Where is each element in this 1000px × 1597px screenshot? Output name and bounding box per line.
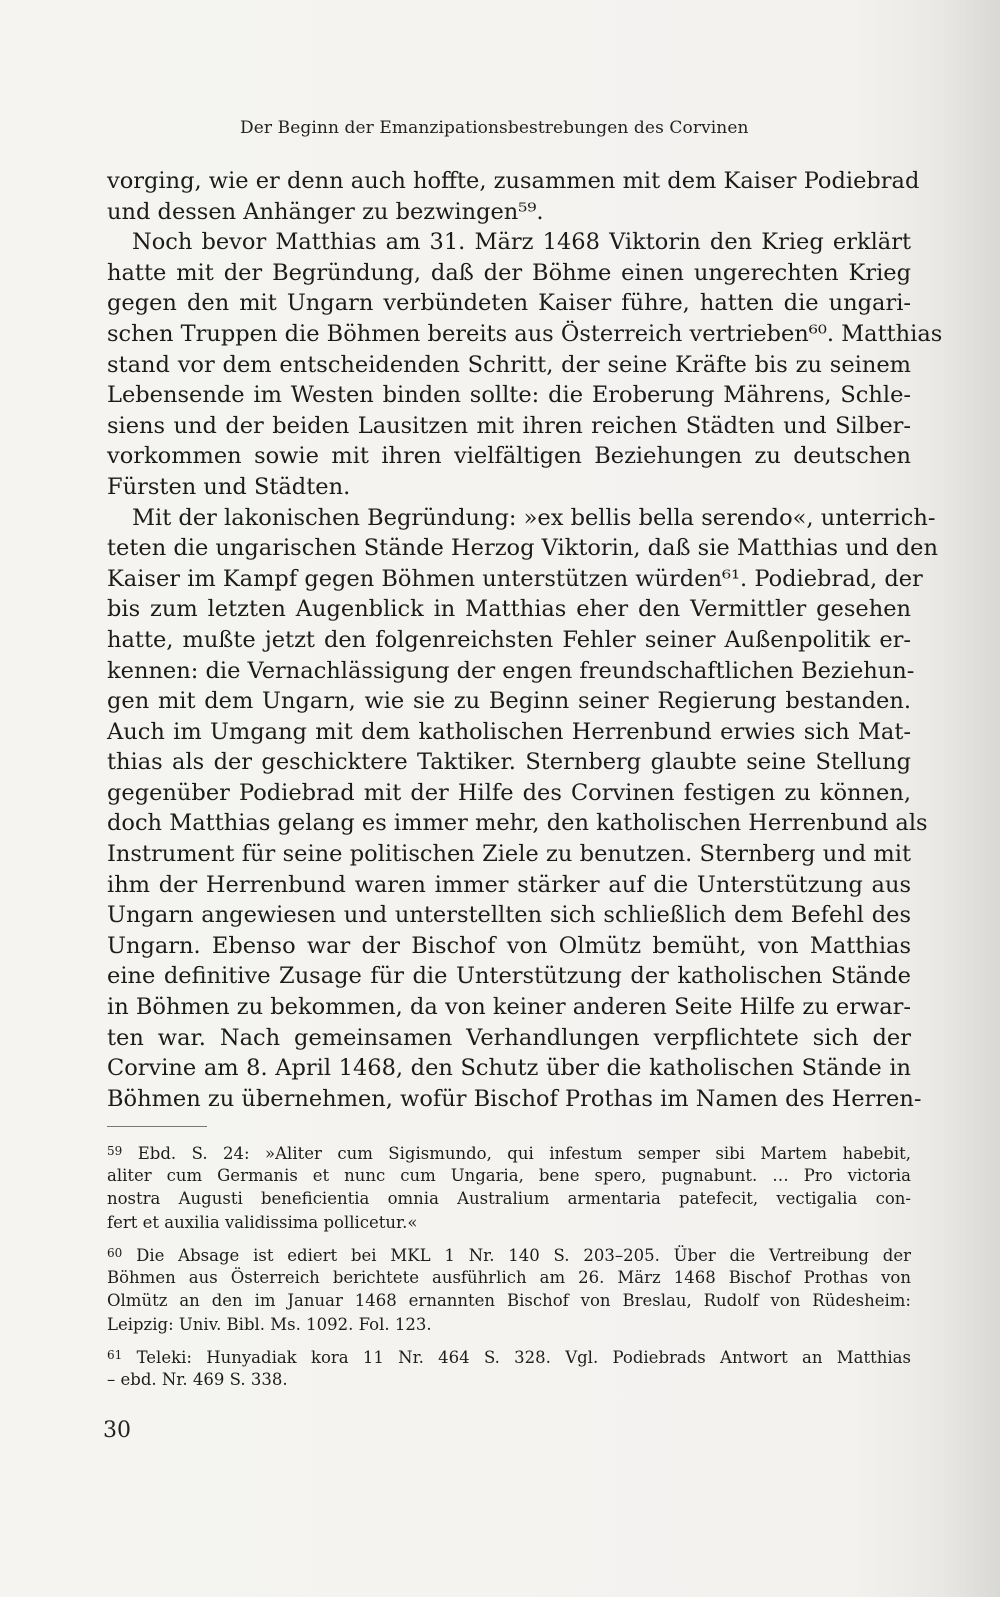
- body-line: bis zum letzten Augenblick in Matthias eher den Vermittler gesehen: [107, 596, 911, 623]
- body-line: stand vor dem entscheidenden Schritt, der seine Kräfte bis zu seinem: [107, 351, 911, 378]
- footnote-line: Olmütz an den im Januar 1468 ernannten Bischof von Breslau, Rudolf von Rüdesheim:: [107, 1291, 911, 1310]
- body-line: Böhmen zu übernehmen, wofür Bischof Prothas im Namen des Herren-: [107, 1085, 922, 1112]
- footnote-line: [107, 1344, 911, 1368]
- body-line: vorkommen sowie mit ihren vielfältigen Beziehungen zu deutschen: [107, 443, 911, 470]
- body-line: hatte, mußte jetzt den folgenreichsten Fehler seiner Außenpolitik er-: [107, 626, 911, 653]
- body-line: ihm der Herrenbund waren immer stärker auf die Unterstützung aus: [107, 871, 911, 898]
- body-line: Ungarn angewiesen und unterstellten sich schließlich dem Befehl des: [107, 902, 911, 929]
- footnote-line: nostra Augusti beneficientia omnia Australium armentaria patefecit, vectigalia con-: [107, 1189, 911, 1208]
- body-line: gegenüber Podiebrad mit der Hilfe des Corvinen festigen zu können,: [107, 779, 911, 806]
- footnote-text: Teleki: Hunyadiak kora 11 Nr. 464 S. 328. Vgl. Podiebrads Antwort an Matthias: [136, 1348, 911, 1367]
- footnote-60: [107, 1242, 911, 1336]
- body-line: gegen den mit Ungarn verbündeten Kaiser führe, hatten die ungari-: [107, 290, 911, 317]
- footnote-line: aliter cum Germanis et nunc cum Ungaria, bene spero, pugnabunt. … Pro victoria: [107, 1165, 911, 1185]
- body-line: Noch bevor Matthias am 31. März 1468 Viktorin den Krieg erklärt: [132, 229, 911, 256]
- footnote-number: 60: [107, 1246, 123, 1260]
- body-text: [107, 166, 943, 1114]
- body-line: vorging, wie er denn auch hoffte, zusammen mit dem Kaiser Podiebrad: [107, 168, 920, 194]
- footnote-line: [107, 1242, 911, 1266]
- footnote-number: 61: [107, 1348, 123, 1362]
- body-line: Kaiser im Kampf gegen Böhmen unterstützen würden⁶¹. Podiebrad, der: [107, 565, 923, 592]
- body-line: Instrument für seine politischen Ziele zu benutzen. Sternberg und mit: [107, 841, 911, 868]
- body-line: siens und der beiden Lausitzen mit ihren reichen Städten und Silber-: [107, 412, 911, 439]
- footnote-line: Leipzig: Univ. Bibl. Ms. 1092. Fol. 123.: [107, 1314, 432, 1334]
- body-line: in Böhmen zu bekommen, da von keiner anderen Seite Hilfe zu erwar-: [107, 994, 911, 1021]
- body-line: Fürsten und Städten.: [107, 473, 351, 500]
- footnote-59: [107, 1140, 911, 1234]
- footnotes: [107, 1140, 911, 1399]
- footnote-line: fert et auxilia validissima pollicetur.«: [107, 1212, 418, 1232]
- footnote-number: 59: [107, 1144, 123, 1158]
- body-line: Corvine am 8. April 1468, den Schutz über die katholischen Stände in: [107, 1055, 911, 1082]
- page-number: 30: [103, 1418, 131, 1443]
- body-line: Ungarn. Ebenso war der Bischof von Olmütz bemüht, von Matthias: [107, 932, 911, 959]
- body-line: hatte mit der Begründung, daß der Böhme einen ungerechten Krieg: [107, 259, 911, 286]
- footnote-text: Ebd. S. 24: »Aliter cum Sigismundo, qui infestum semper sibi Martem habebit,: [137, 1144, 912, 1163]
- body-line: Auch im Umgang mit dem katholischen Herrenbund erwies sich Mat-: [107, 718, 911, 745]
- body-line: kennen: die Vernachlässigung der engen freundschaftlichen Beziehun-: [107, 657, 915, 684]
- footnote-line: – ebd. Nr. 469 S. 338.: [107, 1369, 288, 1389]
- footnote-61: [107, 1344, 911, 1391]
- body-line: doch Matthias gelang es immer mehr, den katholischen Herrenbund als: [107, 810, 928, 837]
- body-line: thias als der geschicktere Taktiker. Sternberg glaubte seine Stellung: [107, 749, 911, 776]
- body-line: teten die ungarischen Stände Herzog Viktorin, daß sie Matthias und den: [107, 535, 938, 562]
- body-line: und dessen Anhänger zu bezwingen⁵⁹.: [107, 198, 544, 225]
- body-line: gen mit dem Ungarn, wie sie zu Beginn seiner Regierung bestanden.: [107, 688, 911, 715]
- running-head: Der Beginn der Emanzipationsbestrebungen des Corvinen: [240, 118, 749, 138]
- body-line: Mit der lakonischen Begründung: »ex bellis bella serendo«, unterrich-: [132, 504, 936, 531]
- footnote-line: Böhmen aus Österreich berichtete ausführlich am 26. März 1468 Bischof Prothas von: [107, 1267, 911, 1287]
- footnote-divider: [107, 1126, 207, 1127]
- body-line: Lebensende im Westen binden sollte: die Eroberung Mährens, Schle-: [107, 382, 911, 409]
- footnote-line: [107, 1140, 911, 1164]
- body-line: ten war. Nach gemeinsamen Verhandlungen verpflichtete sich der: [107, 1024, 911, 1051]
- footnote-text: Die Absage ist ediert bei MKL 1 Nr. 140 S. 203–205. Über die Vertreibung der: [136, 1246, 911, 1265]
- body-line: schen Truppen die Böhmen bereits aus Österreich vertrieben⁶⁰. Matthias: [107, 320, 943, 347]
- body-line: eine definitive Zusage für die Unterstützung der katholischen Stände: [107, 963, 911, 990]
